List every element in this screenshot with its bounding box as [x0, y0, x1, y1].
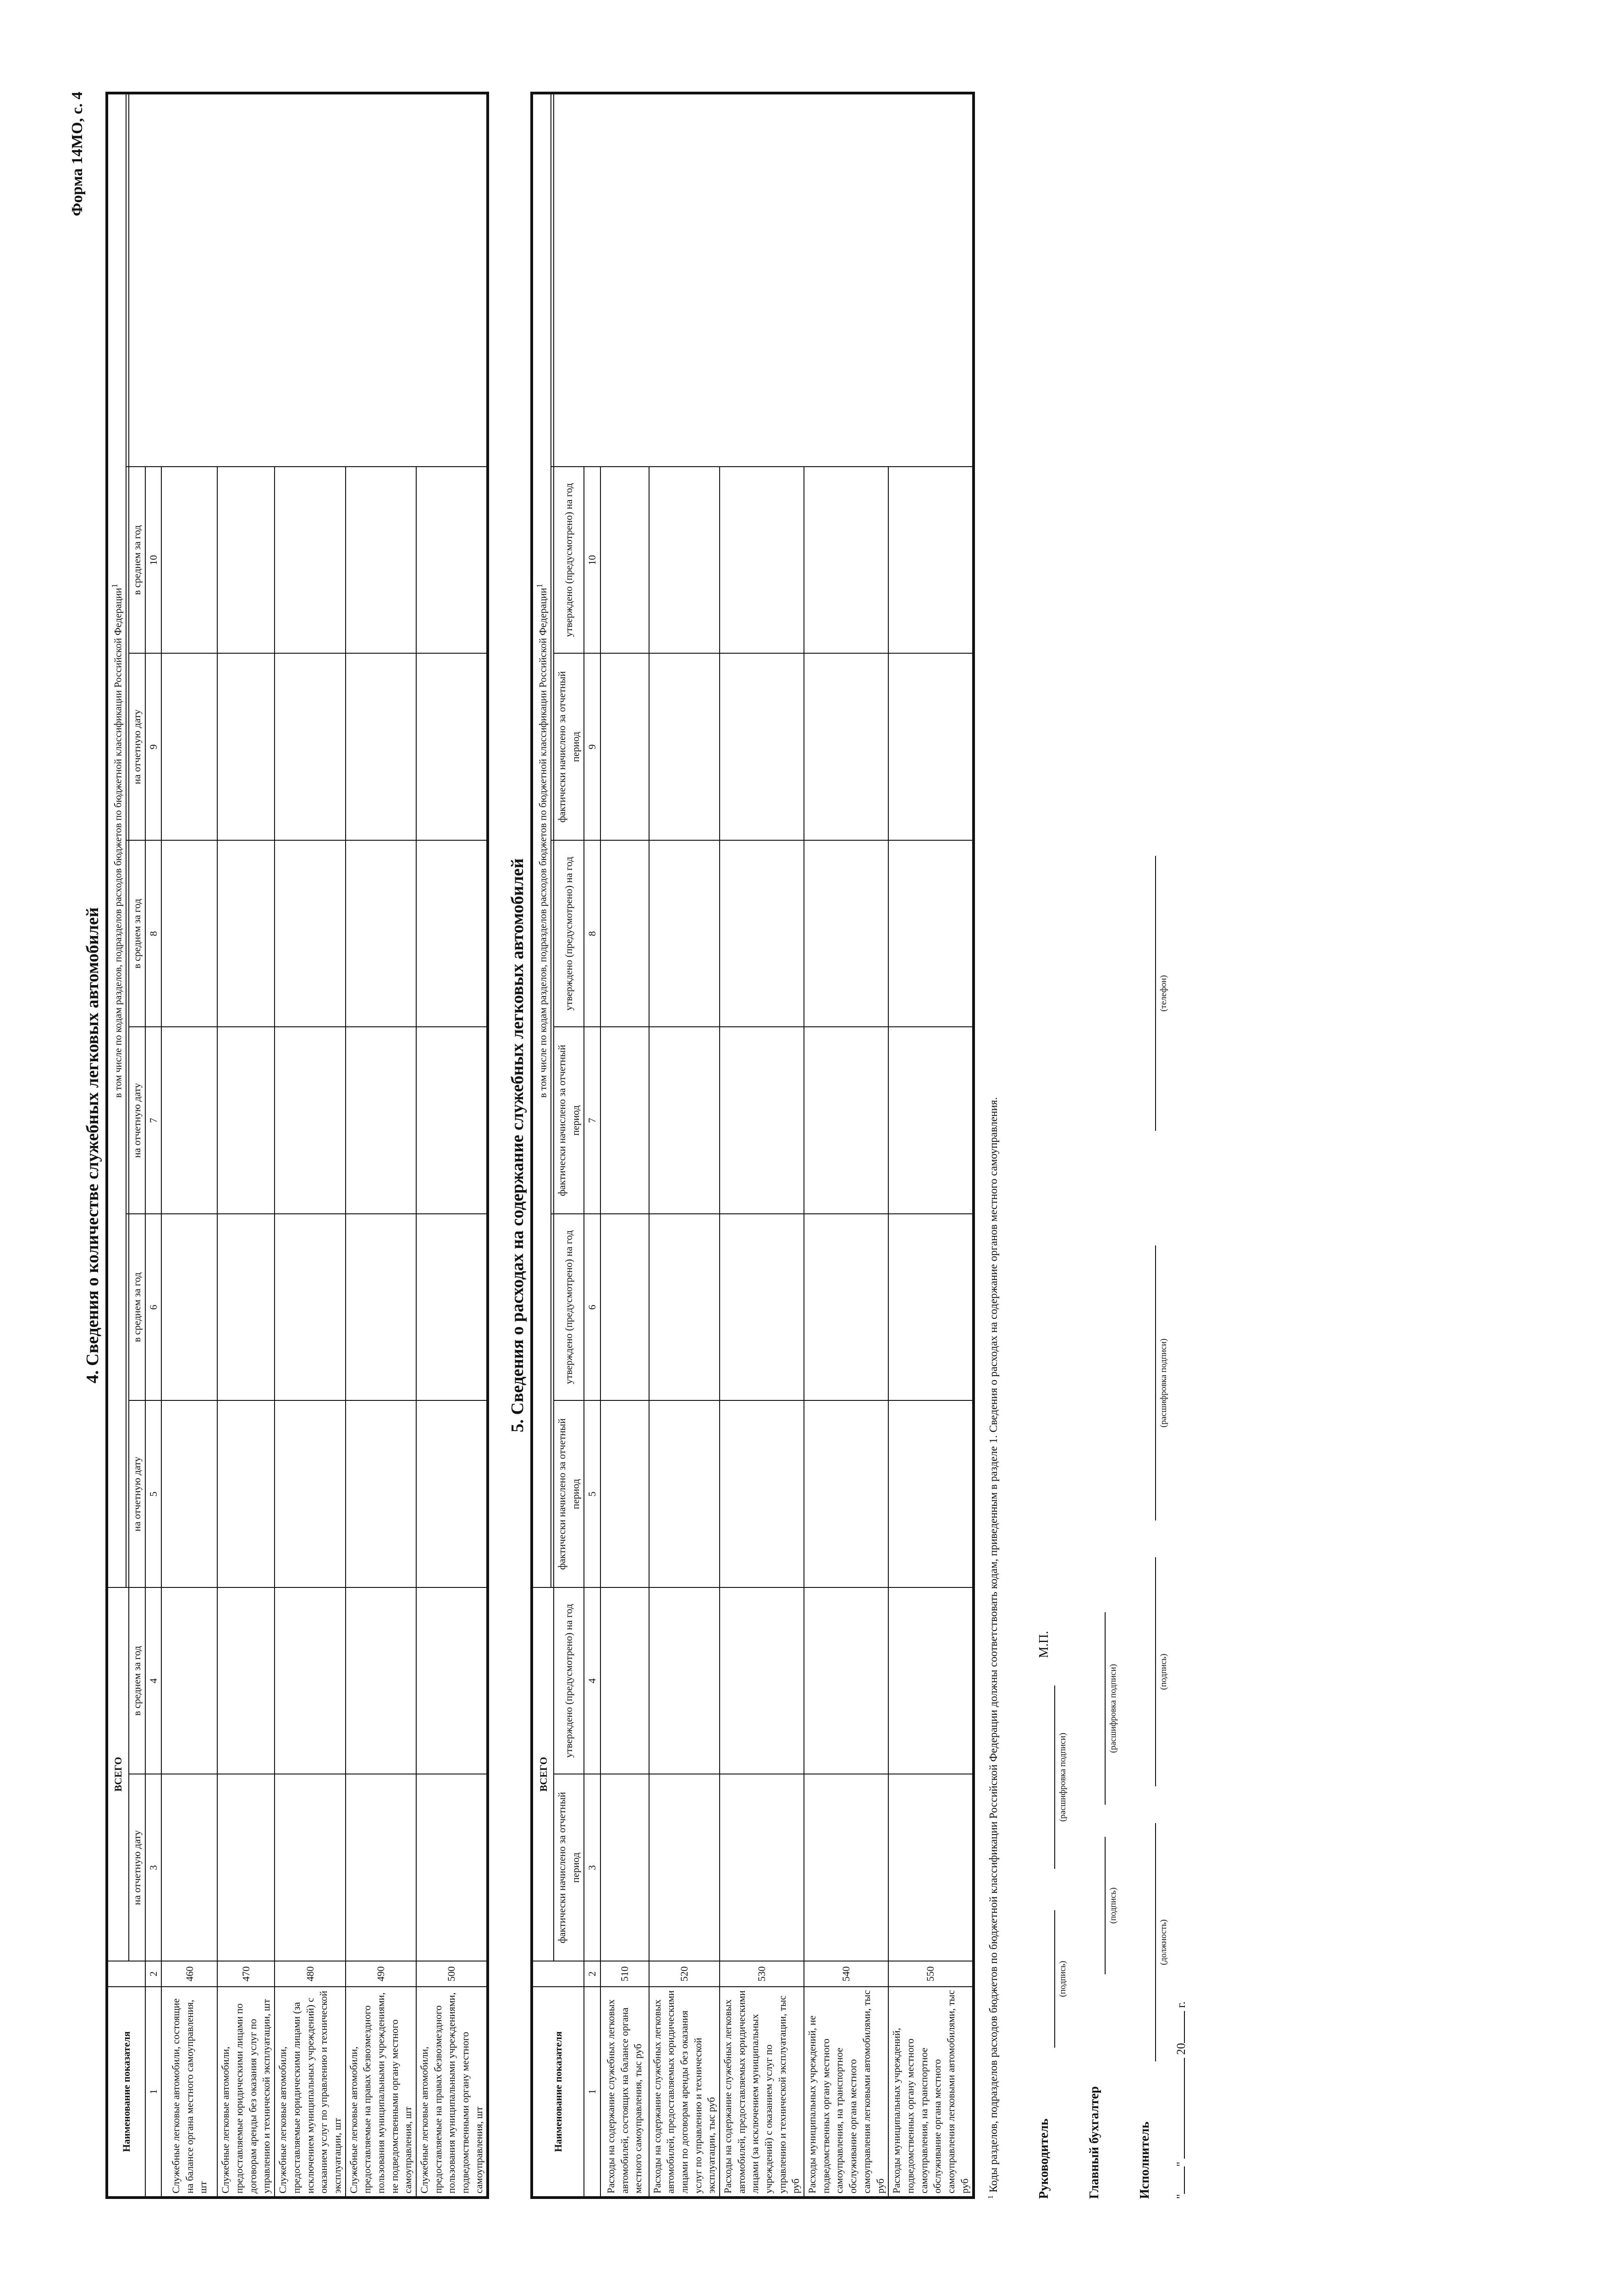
- section4-title: 4. Сведения о количестве служебных легковых автомобилей: [83, 907, 102, 1383]
- s4-code-header: [107, 1961, 145, 1987]
- value-cell[interactable]: [346, 1774, 416, 1961]
- s4-col-number: 9: [145, 654, 162, 841]
- head-label: Руководитель: [1037, 2118, 1051, 2199]
- s5-col-name-header: Наименование показателя: [532, 1987, 584, 2198]
- row-name: Служебные легковые автомобили, предоставляемые юридическими лицами (за исключением муниципальных учреждений) с оказанием услуг по управлению и технической эксплуатации, шт: [275, 1987, 345, 2198]
- value-cell[interactable]: [416, 1587, 488, 1774]
- row-code: 550: [888, 1961, 974, 1987]
- s5-total-header: ВСЕГО: [532, 1587, 554, 1961]
- section5-title: 5. Сведения о расходах на содержание служебных легковых автомобилей: [508, 858, 528, 1432]
- value-cell[interactable]: [346, 1401, 416, 1588]
- table-row: [600, 93, 649, 2198]
- executor-phone-line[interactable]: [1155, 856, 1156, 1131]
- value-cell[interactable]: [217, 840, 275, 1027]
- value-cell[interactable]: [346, 1214, 416, 1401]
- s5-col-number: 5: [584, 1401, 600, 1588]
- value-cell[interactable]: [804, 1214, 888, 1401]
- value-cell[interactable]: [416, 1027, 488, 1214]
- executor-signature-line[interactable]: [1155, 1557, 1156, 1786]
- value-cell[interactable]: [161, 467, 217, 654]
- s4-col-number: 4: [145, 1587, 162, 1774]
- value-cell[interactable]: [600, 1774, 649, 1961]
- s5-sub-header: утверждено (предусмотрено) на год: [554, 840, 584, 1027]
- s5-sub-header: фактически начислено за отчетный период: [554, 1774, 584, 1961]
- table-row: [346, 93, 416, 2198]
- executor-signature-caption: (подпись): [1159, 1653, 1169, 1690]
- form-number: Форма 14МО, с. 4: [69, 92, 86, 216]
- s5-col-number: 9: [584, 654, 600, 841]
- value-cell[interactable]: [600, 1027, 649, 1214]
- row-name: Расходы на содержание служебных легковых автомобилей, предоставляемых юридическими лицами по договорам аренды без оказания услуг по управлению и технической эксплуатации, тыс руб: [649, 1987, 720, 2198]
- value-cell[interactable]: [649, 467, 720, 654]
- value-cell[interactable]: [275, 1774, 345, 1961]
- value-cell[interactable]: [161, 654, 217, 841]
- s4-sub-header: на отчетную дату: [129, 1774, 145, 1961]
- value-cell[interactable]: [888, 1027, 974, 1214]
- value-cell[interactable]: [804, 1774, 888, 1961]
- value-cell[interactable]: [275, 467, 345, 654]
- s5-sub-header: фактически начислено за отчетный период: [554, 654, 584, 841]
- s4-incl-header: в том числе по кодам разделов, подразделов расходов бюджетов по бюджетной классификации Российской Федерации$^1$: [107, 93, 126, 1587]
- value-cell[interactable]: [804, 1401, 888, 1588]
- footnote-text: Коды разделов, подразделов расходов бюджетов по бюджетной классификации Российской Федерации должны соответствовать кодам, приведенным в разделе 1. Сведения о расходах на содержание органов местного самоуправления.: [988, 1097, 1000, 2193]
- s4-incl-footnote-mark: 1: [110, 584, 119, 588]
- s4-col-number: 10: [145, 467, 162, 654]
- row-code: 460: [161, 1961, 217, 1987]
- value-cell[interactable]: [161, 840, 217, 1027]
- value-cell[interactable]: [888, 840, 974, 1027]
- value-cell[interactable]: [888, 1214, 974, 1401]
- value-cell[interactable]: [346, 467, 416, 654]
- s5-sub-header: фактически начислено за отчетный период: [554, 1027, 584, 1214]
- row-name: Расходы муниципальных учреждений, подведомственных органу местного самоуправления, на транспортное обслуживание органа местного самоуправления легковыми автомобилями, тыс руб: [888, 1987, 974, 2198]
- value-cell[interactable]: [600, 1401, 649, 1588]
- value-cell[interactable]: [720, 1587, 804, 1774]
- value-cell[interactable]: [416, 654, 488, 841]
- value-cell[interactable]: [649, 1401, 720, 1588]
- date-line[interactable]: "" 20 г.: [1174, 2001, 1188, 2199]
- row-name: Служебные легковые автомобили, предоставляемые на правах безвозмездного пользования муниципальными учреждениями, подведомственными органу местного самоуправления, шт: [416, 1987, 488, 2198]
- value-cell[interactable]: [161, 1774, 217, 1961]
- s5-sub-header: утверждено (предусмотрено) на год: [554, 1587, 584, 1774]
- value-cell[interactable]: [649, 1587, 720, 1774]
- value-cell[interactable]: [888, 467, 974, 654]
- s4-col-number: 3: [145, 1774, 162, 1961]
- row-name: Служебные легковые автомобили, состоящие на балансе органа местного самоуправления, шт: [161, 1987, 217, 2198]
- section4-table: [105, 92, 489, 2199]
- value-cell[interactable]: [649, 1027, 720, 1214]
- row-name: Служебные легковые автомобили, предоставляемые юридическими лицами по договорам аренды без оказания услуг по управлению и технической эксплуатации, шт: [217, 1987, 275, 2198]
- s5-col-number: 8: [584, 840, 600, 1027]
- s5-col-number: 3: [584, 1774, 600, 1961]
- value-cell[interactable]: [804, 1027, 888, 1214]
- value-cell[interactable]: [600, 1587, 649, 1774]
- chief-accountant-label: Главный бухгалтер: [1087, 2086, 1102, 2199]
- footnote-mark: 1: [987, 2195, 995, 2199]
- s5-col-number: 4: [584, 1587, 600, 1774]
- s4-total-header: ВСЕГО: [107, 1587, 129, 1961]
- s5-sub-header: утверждено (предусмотрено) на год: [554, 467, 584, 654]
- value-cell[interactable]: [720, 654, 804, 841]
- s5-sub-header: фактически начислено за отчетный период: [554, 1401, 584, 1588]
- head-signature-caption: (подпись): [1058, 1961, 1068, 1997]
- value-cell[interactable]: [888, 654, 974, 841]
- s4-col-number: 5: [145, 1401, 162, 1588]
- value-cell[interactable]: [888, 1774, 974, 1961]
- value-cell[interactable]: [161, 1401, 217, 1588]
- value-cell[interactable]: [649, 840, 720, 1027]
- row-code: 490: [346, 1961, 416, 1987]
- value-cell[interactable]: [600, 1214, 649, 1401]
- s5-col-number: 6: [584, 1214, 600, 1401]
- s4-col-number: 2: [145, 1961, 162, 1987]
- s5-incl-footnote-mark: 1: [535, 584, 545, 588]
- value-cell[interactable]: [804, 840, 888, 1027]
- s4-col-name-header: Наименование показателя: [107, 1987, 145, 2198]
- value-cell[interactable]: [275, 1214, 345, 1401]
- value-cell[interactable]: [649, 1774, 720, 1961]
- value-cell[interactable]: [275, 1587, 345, 1774]
- row-code: 510: [600, 1961, 649, 1987]
- value-cell[interactable]: [217, 1401, 275, 1588]
- chief-accountant-decoding-caption: (расшифровка подписи): [1108, 1664, 1118, 1753]
- s4-sub-header: на отчетную дату: [129, 654, 145, 841]
- value-cell[interactable]: [804, 654, 888, 841]
- row-code: 480: [275, 1961, 345, 1987]
- value-cell[interactable]: [161, 1587, 217, 1774]
- s4-col-number: 1: [145, 1987, 162, 2198]
- s4-sub-header: в среднем за год: [129, 1587, 145, 1774]
- s4-col-number: 6: [145, 1214, 162, 1401]
- row-code: 500: [416, 1961, 488, 1987]
- s4-sub-header: на отчетную дату: [129, 1401, 145, 1588]
- section5-table: [530, 92, 975, 2199]
- s5-col-number: 10: [584, 467, 600, 654]
- value-cell[interactable]: [888, 1401, 974, 1588]
- s5-code-header: [532, 1961, 584, 1987]
- value-cell[interactable]: [720, 1027, 804, 1214]
- value-cell[interactable]: [161, 1214, 217, 1401]
- value-cell[interactable]: [346, 1027, 416, 1214]
- executor-decoding-line[interactable]: [1155, 1245, 1156, 1521]
- value-cell[interactable]: [720, 1401, 804, 1588]
- row-name: Служебные легковые автомобили, предоставляемые на правах безвозмездного пользования муниципальными учреждениями, не подведомственными органу местного самоуправления, шт: [346, 1987, 416, 2198]
- s4-group-4: [126, 93, 129, 467]
- value-cell[interactable]: [600, 840, 649, 1027]
- chief-accountant-signature-caption: (подпись): [1108, 1887, 1118, 1924]
- s5-sub-header: утверждено (предусмотрено) на год: [554, 1214, 584, 1401]
- s5-col-number: 7: [584, 1027, 600, 1214]
- signature-block: [1028, 92, 1193, 2199]
- executor-phone-caption: (телефон): [1159, 975, 1169, 1012]
- value-cell[interactable]: [275, 840, 345, 1027]
- row-code: 470: [217, 1961, 275, 1987]
- value-cell[interactable]: [649, 654, 720, 841]
- s4-sub-header: в среднем за год: [129, 467, 145, 654]
- row-code: 520: [649, 1961, 720, 1987]
- value-cell[interactable]: [275, 1401, 345, 1588]
- value-cell[interactable]: [720, 1214, 804, 1401]
- head-decoding-line[interactable]: [1054, 1686, 1055, 1869]
- value-cell[interactable]: [275, 654, 345, 841]
- value-cell[interactable]: [720, 840, 804, 1027]
- table-row: [416, 93, 488, 2198]
- table-row: [217, 93, 275, 2198]
- value-cell[interactable]: [804, 467, 888, 654]
- head-signature-line[interactable]: [1054, 1910, 1055, 2048]
- footnote: [987, 92, 1000, 2199]
- table-row: [161, 93, 217, 2198]
- value-cell[interactable]: [649, 1214, 720, 1401]
- row-name: Расходы муниципальных учреждений, не подведомственных органу местного самоуправления, на транспортное обслуживание органа местного самоуправления легковыми автомобилями, тыс руб: [804, 1987, 888, 2198]
- executor-decoding-caption: (расшифровка подписи): [1159, 1339, 1169, 1427]
- value-cell[interactable]: [346, 1587, 416, 1774]
- value-cell[interactable]: [217, 1214, 275, 1401]
- value-cell[interactable]: [416, 840, 488, 1027]
- value-cell[interactable]: [217, 654, 275, 841]
- stamp-place: М.П.: [1037, 1631, 1051, 1658]
- s4-col-number: 8: [145, 840, 162, 1027]
- chief-accountant-signature-line[interactable]: [1105, 1837, 1106, 1974]
- executor-label: Исполнитель: [1138, 2121, 1152, 2199]
- value-cell[interactable]: [720, 467, 804, 654]
- table-row: [275, 93, 345, 2198]
- value-cell[interactable]: [346, 840, 416, 1027]
- value-cell[interactable]: [217, 1587, 275, 1774]
- s5-group-4: [551, 93, 554, 467]
- value-cell[interactable]: [161, 1027, 217, 1214]
- value-cell[interactable]: [600, 467, 649, 654]
- row-name: Расходы на содержание служебных легковых автомобилей, состоящих на балансе органа местного самоуправления, тыс руб: [600, 1987, 649, 2198]
- value-cell[interactable]: [217, 467, 275, 654]
- executor-position-line[interactable]: [1155, 1823, 1156, 2061]
- value-cell[interactable]: [217, 1027, 275, 1214]
- row-code: 540: [804, 1961, 888, 1987]
- value-cell[interactable]: [720, 1774, 804, 1961]
- row-name: Расходы на содержание служебных легковых автомобилей, предоставляемых юридическими лицами (за исключением муниципальных учреждений) с оказанием услуг по управлению и технической эксплуатации, тыс руб: [720, 1987, 804, 2198]
- s5-col-number: 1: [584, 1987, 600, 2198]
- table-row: [649, 93, 720, 2198]
- value-cell[interactable]: [888, 1587, 974, 1774]
- s4-sub-header: в среднем за год: [129, 1214, 145, 1401]
- value-cell[interactable]: [275, 1027, 345, 1214]
- table-row: [888, 93, 974, 2198]
- s4-sub-header: в среднем за год: [129, 840, 145, 1027]
- value-cell[interactable]: [416, 1401, 488, 1588]
- value-cell[interactable]: [804, 1587, 888, 1774]
- s5-incl-header: в том числе по кодам разделов, подразделов расходов бюджетов по бюджетной классификации Российской Федерации$^1$: [532, 93, 551, 1587]
- s5-col-number: 2: [584, 1961, 600, 1987]
- chief-accountant-decoding-line[interactable]: [1105, 1612, 1106, 1805]
- value-cell[interactable]: [416, 467, 488, 654]
- row-code: 530: [720, 1961, 804, 1987]
- s4-col-number: 7: [145, 1027, 162, 1214]
- value-cell[interactable]: [416, 1214, 488, 1401]
- executor-position-caption: (должность): [1159, 1919, 1169, 1965]
- table-row: [720, 93, 804, 2198]
- value-cell[interactable]: [346, 654, 416, 841]
- table-row: [804, 93, 888, 2198]
- value-cell[interactable]: [416, 1774, 488, 1961]
- value-cell[interactable]: [217, 1774, 275, 1961]
- value-cell[interactable]: [600, 654, 649, 841]
- s4-sub-header: на отчетную дату: [129, 1027, 145, 1214]
- head-decoding-caption: (расшифровка подписи): [1058, 1733, 1068, 1822]
